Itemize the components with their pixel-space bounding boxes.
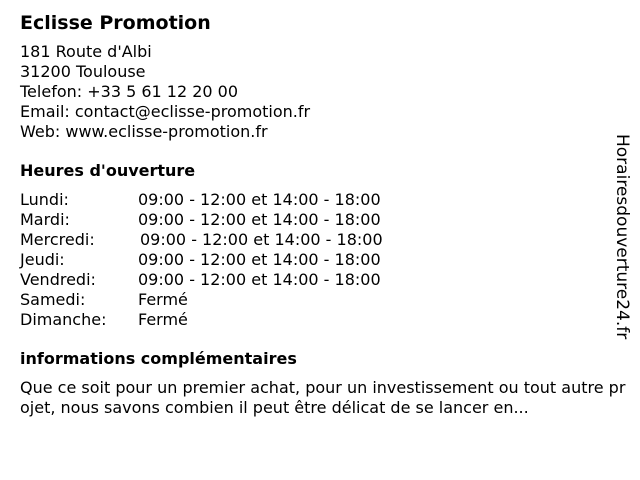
hours-day: Vendredi: [20, 270, 96, 289]
hours-row-sunday [20, 310, 632, 330]
hours-day: Lundi: [20, 190, 69, 209]
hours-day: Samedi: [20, 290, 86, 309]
address-street: 181 Route d'Albi [20, 42, 152, 61]
business-name: Eclisse Promotion [20, 12, 211, 34]
hours-row-tuesday [20, 210, 632, 230]
hours-time: 09:00 - 12:00 et 14:00 - 18:00 [138, 190, 381, 209]
hours-table [20, 190, 632, 330]
info-heading: informations complémentaires [20, 349, 297, 368]
hours-day: Mercredi: [20, 230, 95, 249]
hours-time: 09:00 - 12:00 et 14:00 - 18:00 [140, 230, 383, 249]
hours-time: 09:00 - 12:00 et 14:00 - 18:00 [138, 270, 381, 289]
address-block [20, 42, 632, 142]
hours-row-friday [20, 270, 632, 290]
hours-time: Fermé [138, 310, 188, 329]
address-city: 31200 Toulouse [20, 62, 146, 81]
business-card [20, 10, 632, 418]
info-text: Que ce soit pour un premier achat, pour un investissement ou tout autre projet, nous savons combien il peut être délicat de se lancer en... [20, 378, 626, 417]
hours-row-wednesday [20, 230, 632, 250]
email-line: Email: contact@eclisse-promotion.fr [20, 102, 311, 121]
web-line: Web: www.eclisse-promotion.fr [20, 122, 268, 141]
hours-day: Mardi: [20, 210, 70, 229]
hours-time: Fermé [138, 290, 188, 309]
hours-row-saturday [20, 290, 632, 310]
site-watermark-label: Horairesdouverture24.fr [612, 134, 632, 340]
hours-day: Dimanche: [20, 310, 107, 329]
hours-time: 09:00 - 12:00 et 14:00 - 18:00 [138, 210, 381, 229]
hours-day: Jeudi: [20, 250, 65, 269]
hours-row-thursday [20, 250, 632, 270]
hours-time: 09:00 - 12:00 et 14:00 - 18:00 [138, 250, 381, 269]
hours-heading: Heures d'ouverture [20, 161, 196, 180]
phone-line: Telefon: +33 5 61 12 20 00 [20, 82, 239, 101]
hours-row-monday [20, 190, 632, 210]
